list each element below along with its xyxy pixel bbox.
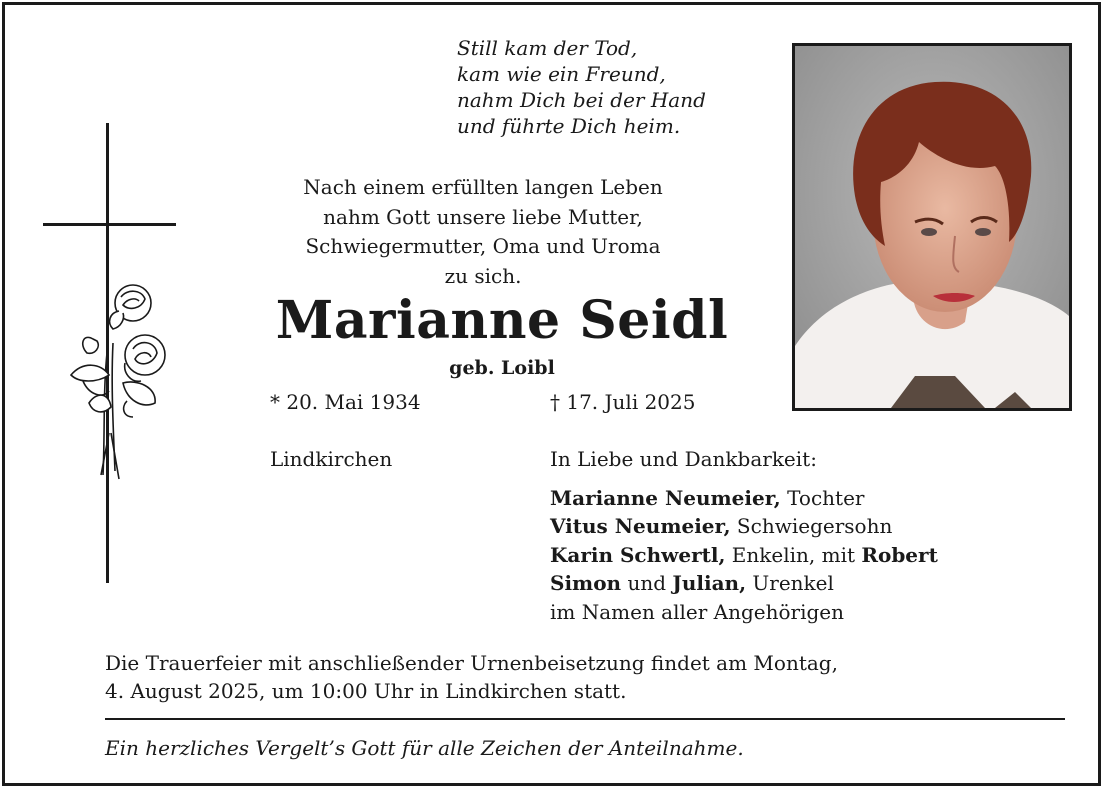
deceased-name: Marianne Seidl	[275, 290, 729, 351]
intro-line: nahm Gott unsere liebe Mutter,	[323, 204, 643, 229]
divider	[105, 718, 1065, 720]
poem-line: Still kam der Tod,	[457, 36, 638, 60]
mourner-name: Vitus Neumeier,	[550, 514, 731, 539]
mourner-name: Robert	[861, 542, 938, 567]
mourner-line	[550, 484, 938, 512]
mourner-name: Marianne Neumeier,	[550, 486, 781, 510]
mourner-name: Simon	[550, 571, 622, 596]
obituary-card	[2, 2, 1101, 786]
mourner-line	[550, 569, 938, 597]
mourner-relation: Enkelin, mit	[725, 542, 862, 567]
service-info	[105, 650, 1005, 705]
mourner-name: Karin Schwertl,	[550, 542, 726, 567]
mourner-line	[550, 598, 938, 626]
mourner-line	[550, 512, 938, 540]
service-line: 4. August 2025, um 10:00 Uhr in Lindkirchen statt.	[105, 678, 627, 703]
poem	[457, 35, 787, 139]
intro-text	[253, 173, 713, 291]
mourner-relation: im Namen aller Angehörigen	[550, 599, 845, 624]
mourner-relation: Schwiegersohn	[730, 514, 893, 539]
intro-line: Nach einem erfüllten langen Leben	[303, 175, 663, 199]
birth-name: geb. Loibl	[449, 357, 555, 379]
mourner-relation: Tochter	[780, 486, 865, 510]
mourner-name: Julian,	[672, 571, 747, 596]
thanks-footer: Ein herzliches Vergelt’s Gott für alle Zeichen der Anteilnahme.	[105, 736, 744, 760]
place: Lindkirchen	[270, 447, 393, 471]
mourners-heading: In Liebe und Dankbarkeit:	[550, 447, 817, 471]
roses-icon	[63, 283, 173, 483]
birth-date: * 20. Mai 1934	[270, 390, 421, 414]
service-line: Die Trauerfeier mit anschließender Urnenbeisetzung findet am Montag,	[105, 651, 838, 675]
portrait-photo	[792, 43, 1072, 411]
mourner-relation: Urenkel	[746, 571, 834, 596]
poem-line: nahm Dich bei der Hand	[457, 88, 706, 112]
mourner-relation: und	[621, 571, 673, 596]
poem-line: und führte Dich heim.	[457, 114, 681, 138]
cross-beam	[43, 223, 176, 226]
poem-line: kam wie ein Freund,	[457, 62, 666, 86]
mourner-line	[550, 541, 938, 569]
intro-line: Schwiegermutter, Oma und Uroma	[305, 234, 661, 258]
intro-line: zu sich.	[444, 263, 522, 288]
death-date: † 17. Juli 2025	[550, 390, 696, 414]
mourners-list	[550, 484, 938, 626]
